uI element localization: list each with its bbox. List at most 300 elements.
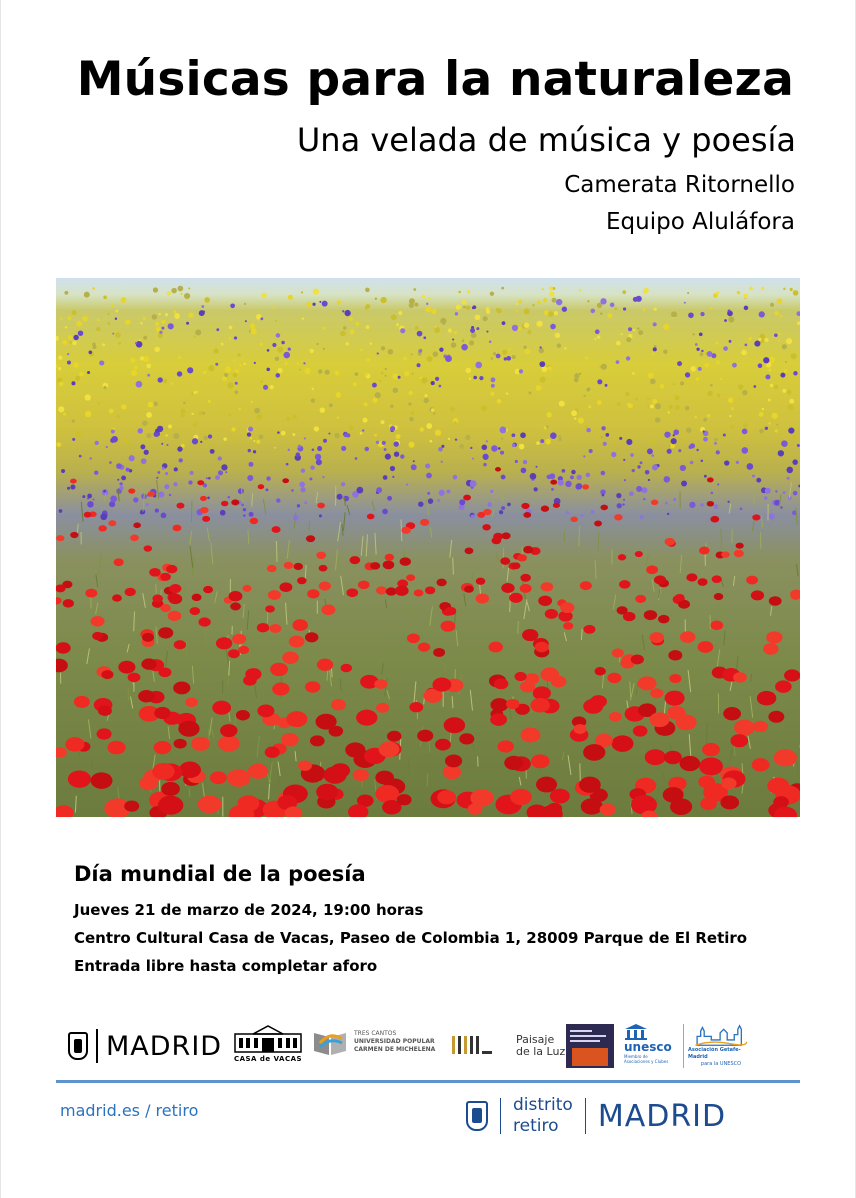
- poppy-flower: [583, 744, 605, 761]
- yellow-flower: [741, 350, 747, 356]
- poppy-flower: [459, 733, 474, 744]
- purple-flower: [247, 432, 251, 436]
- yellow-flower: [343, 326, 346, 329]
- yellow-flower: [58, 355, 62, 359]
- grass-blade: [343, 512, 345, 530]
- grass-blade: [335, 549, 337, 570]
- yellow-flower: [173, 433, 179, 439]
- grass-blade: [564, 632, 566, 641]
- poppy-flower: [130, 534, 139, 541]
- poppy-flower: [698, 578, 708, 586]
- poppy-flower: [243, 675, 257, 685]
- purple-flower: [690, 461, 694, 465]
- purple-flower: [438, 447, 443, 452]
- purple-flower: [775, 490, 777, 492]
- grass-blade: [527, 602, 529, 611]
- poppy-flower: [192, 594, 202, 601]
- poppy-flower: [292, 619, 307, 631]
- yellow-flower: [97, 319, 100, 322]
- poppy-flower: [435, 739, 451, 751]
- purple-flower: [201, 305, 204, 308]
- purple-flower: [501, 475, 506, 480]
- poppy-flower: [198, 795, 222, 813]
- yellow-flower: [140, 356, 144, 360]
- yellow-flower: [311, 398, 315, 402]
- yellow-flower: [536, 441, 540, 445]
- yellow-flower: [578, 418, 584, 424]
- purple-flower: [512, 325, 518, 331]
- grass-blade: [286, 603, 287, 625]
- purple-flower: [206, 477, 208, 479]
- purple-flower: [227, 496, 230, 499]
- purple-flower: [99, 360, 104, 365]
- yellow-flower: [97, 402, 100, 405]
- logo-separator: [683, 1024, 684, 1068]
- yellow-flower: [214, 348, 219, 353]
- purple-flower: [67, 361, 71, 365]
- yellow-flower: [56, 364, 58, 368]
- purple-flower: [162, 467, 165, 470]
- grass-blade: [796, 508, 797, 526]
- purple-flower: [337, 494, 343, 500]
- yellow-flower: [335, 371, 340, 376]
- yellow-flower: [301, 291, 303, 293]
- yellow-flower: [312, 388, 314, 390]
- yellow-flower: [348, 425, 353, 430]
- poppy-flower: [476, 578, 486, 585]
- yellow-flower: [775, 429, 778, 432]
- purple-flower: [188, 480, 192, 484]
- yellow-flower: [663, 324, 669, 330]
- purple-flower: [431, 381, 435, 385]
- yellow-flower: [388, 349, 394, 355]
- poppy-flower: [721, 778, 737, 790]
- purple-flower: [728, 309, 731, 312]
- yellow-flower: [411, 353, 413, 355]
- purple-flower: [504, 357, 507, 360]
- yellow-flower: [671, 311, 677, 317]
- purple-flower: [781, 440, 788, 447]
- yellow-flower: [524, 322, 529, 327]
- poppy-flower: [169, 584, 181, 593]
- yellow-flower: [547, 366, 552, 371]
- poppy-flower: [350, 556, 361, 564]
- yellow-flower: [275, 320, 277, 322]
- poppy-flower: [590, 695, 607, 708]
- purple-flower: [400, 454, 404, 458]
- event-datetime: Jueves 21 de marzo de 2024, 19:00 horas: [74, 901, 424, 919]
- poppy-flower: [56, 597, 62, 604]
- purple-flower: [590, 309, 595, 314]
- yellow-flower: [413, 288, 416, 291]
- purple-flower: [248, 462, 253, 467]
- purple-flower: [248, 427, 253, 432]
- poppy-flower: [520, 584, 532, 593]
- poppy-flower: [540, 668, 559, 682]
- grass-blade: [518, 621, 519, 634]
- purple-flower: [626, 439, 632, 445]
- yellow-flower: [710, 307, 712, 309]
- poppy-flower: [231, 499, 239, 505]
- purple-flower: [241, 504, 244, 507]
- poppy-flower: [594, 521, 602, 527]
- purple-flower: [119, 482, 122, 485]
- yellow-flower: [281, 431, 286, 436]
- purple-flower: [263, 385, 268, 390]
- yellow-flower: [381, 346, 385, 350]
- purple-flower: [636, 486, 642, 492]
- poppy-flower: [179, 762, 201, 778]
- yellow-flower: [502, 350, 507, 355]
- yellow-flower: [516, 303, 518, 305]
- purple-flower: [491, 377, 496, 382]
- poppy-flower: [533, 686, 551, 700]
- yellow-flower: [117, 415, 121, 419]
- yellow-flower: [454, 331, 458, 335]
- yellow-flower: [161, 320, 165, 324]
- purple-flower: [796, 311, 800, 316]
- grass-blade: [342, 524, 343, 536]
- poppy-flower: [268, 590, 281, 600]
- poppy-flower: [297, 577, 306, 584]
- poppy-flower: [395, 586, 409, 596]
- poppy-flower: [331, 699, 346, 710]
- yellow-flower: [292, 433, 295, 436]
- purple-flower: [230, 303, 235, 308]
- purple-flower: [758, 363, 763, 368]
- yellow-flower: [788, 404, 794, 410]
- poppy-flower: [736, 543, 744, 549]
- yellow-flower: [323, 348, 325, 350]
- purple-flower: [745, 344, 748, 347]
- poppy-flower: [68, 770, 91, 787]
- poppy-flower: [675, 594, 685, 602]
- purple-flower: [747, 463, 754, 470]
- purple-flower: [95, 441, 99, 445]
- purple-flower: [67, 353, 69, 355]
- yellow-flower: [167, 291, 171, 295]
- yellow-flower: [655, 417, 661, 423]
- purple-flower: [266, 488, 269, 491]
- yellow-flower: [524, 308, 530, 314]
- yellow-flower: [360, 349, 363, 352]
- yellow-flower: [233, 359, 235, 361]
- yellow-flower: [244, 303, 246, 305]
- purple-flower: [394, 441, 399, 446]
- purple-flower: [461, 344, 468, 351]
- event-admission: Entrada libre hasta completar aforo: [74, 957, 378, 975]
- yellow-flower: [370, 342, 373, 345]
- poppy-flower: [267, 565, 277, 572]
- yellow-flower: [146, 412, 152, 418]
- poppy-flower: [279, 582, 292, 592]
- poppy-flower: [282, 478, 289, 483]
- poppy-flower: [495, 467, 501, 472]
- purple-flower: [94, 471, 98, 475]
- grass-blade: [372, 501, 375, 511]
- yellow-flower: [466, 368, 471, 373]
- yellow-flower: [765, 338, 769, 342]
- poppy-flower: [229, 591, 243, 601]
- yellow-flower: [768, 422, 771, 425]
- purple-flower: [652, 465, 658, 471]
- poppy-flower: [757, 691, 776, 706]
- yellow-flower: [365, 288, 370, 293]
- purple-flower: [623, 459, 625, 461]
- yellow-flower: [305, 368, 311, 374]
- poppy-flower: [168, 611, 182, 621]
- purple-flower: [319, 301, 321, 303]
- purple-flower: [362, 429, 364, 431]
- poppy-flower: [152, 763, 174, 780]
- poppy-flower: [686, 573, 697, 581]
- yellow-flower: [72, 310, 77, 315]
- purple-flower: [303, 362, 305, 364]
- yellow-flower: [336, 392, 342, 398]
- unesco-temple-icon: [624, 1024, 648, 1040]
- purple-flower: [276, 498, 280, 502]
- poppy-flower: [767, 778, 789, 795]
- purple-flower: [534, 487, 538, 491]
- poppy-flower: [160, 573, 171, 581]
- purple-flower: [276, 333, 281, 338]
- purple-flower: [78, 330, 84, 336]
- yellow-flower: [408, 402, 411, 405]
- poppy-flower: [433, 648, 445, 657]
- poppy-flower: [477, 512, 485, 518]
- poppy-flower: [714, 593, 723, 600]
- madrid-retiro-link[interactable]: madrid.es / retiro: [60, 1101, 199, 1120]
- poppy-flower: [651, 500, 658, 506]
- yellow-flower: [650, 404, 654, 408]
- purple-flower: [135, 342, 137, 344]
- yellow-flower: [797, 321, 800, 325]
- asociacion-unesco-getafe-logo: [688, 1024, 754, 1068]
- purple-flower: [486, 331, 488, 333]
- poppy-flower: [654, 575, 666, 584]
- grass-blade: [252, 493, 253, 506]
- yellow-flower: [633, 329, 635, 331]
- yellow-flower: [491, 357, 493, 359]
- poppy-flower: [500, 557, 510, 564]
- grass-blade: [579, 526, 580, 547]
- purple-flower: [138, 428, 143, 433]
- poppy-flower: [310, 735, 325, 746]
- purple-flower: [439, 385, 442, 388]
- yellow-flower: [285, 362, 288, 365]
- purple-flower: [601, 426, 605, 430]
- poppy-flower: [514, 672, 526, 681]
- purple-flower: [372, 383, 377, 388]
- purple-flower: [297, 504, 300, 507]
- yellow-flower: [379, 380, 381, 382]
- yellow-flower: [431, 309, 436, 314]
- yellow-flower: [427, 356, 433, 362]
- yellow-flower: [519, 444, 525, 450]
- purple-flower: [558, 480, 564, 486]
- yellow-flower: [506, 392, 508, 394]
- purple-flower: [624, 479, 626, 481]
- grass-blade: [375, 533, 376, 555]
- grass-blade: [636, 683, 637, 696]
- poppy-flower: [579, 777, 601, 793]
- grass-blade: [156, 627, 157, 644]
- yellow-flower: [554, 311, 558, 315]
- grass-blade: [254, 683, 256, 697]
- poppy-flower: [341, 664, 352, 673]
- poppy-flower: [635, 551, 643, 557]
- poppy-flower: [700, 797, 717, 809]
- poppy-flower: [154, 707, 170, 719]
- purple-flower: [428, 498, 434, 504]
- yellow-flower: [366, 325, 370, 329]
- yellow-flower: [469, 377, 472, 380]
- poppy-flower: [258, 484, 265, 489]
- purple-flower: [515, 460, 518, 463]
- poppy-flower: [97, 728, 112, 739]
- yellow-flower: [458, 291, 461, 294]
- yellow-flower: [621, 333, 623, 335]
- purple-flower: [653, 347, 657, 351]
- poppy-flower: [125, 588, 136, 596]
- poppy-flower: [232, 634, 246, 645]
- purple-flower: [586, 428, 590, 432]
- purple-flower: [267, 349, 270, 352]
- yellow-flower: [337, 300, 341, 304]
- grass-blade: [191, 501, 192, 522]
- purple-flower: [597, 379, 602, 384]
- grass-blade: [657, 787, 658, 803]
- purple-flower: [688, 312, 694, 318]
- yellow-flower: [193, 391, 196, 394]
- poppy-flower: [417, 730, 433, 742]
- yellow-flower: [250, 437, 253, 440]
- grass-blade: [295, 751, 296, 761]
- yellow-flower: [163, 379, 167, 383]
- grass-blade: [797, 752, 798, 773]
- yellow-flower: [67, 316, 71, 320]
- purple-flower: [110, 438, 115, 443]
- poppy-flower: [560, 602, 574, 613]
- yellow-flower: [692, 333, 694, 335]
- purple-flower: [600, 298, 606, 304]
- grass-blade: [205, 627, 206, 646]
- purple-flower: [459, 499, 465, 505]
- poppy-flower: [293, 563, 303, 570]
- poppy-flower: [769, 596, 782, 606]
- poster-subtitle: Una velada de música y poesía: [296, 121, 796, 159]
- purple-flower: [322, 301, 328, 307]
- grass-blade: [789, 482, 791, 498]
- poppy-flower: [774, 749, 797, 766]
- yellow-flower: [501, 287, 504, 290]
- yellow-flower: [759, 429, 764, 434]
- yellow-flower: [59, 382, 64, 387]
- yellow-flower: [707, 391, 712, 396]
- yellow-flower: [523, 346, 526, 349]
- purple-flower: [729, 340, 732, 343]
- grass-blade: [688, 670, 691, 692]
- yellow-flower: [234, 390, 238, 394]
- event-heading: Día mundial de la poesía: [74, 862, 366, 886]
- poppy-flower: [644, 610, 657, 620]
- yellow-flower: [115, 310, 118, 313]
- purple-flower: [472, 458, 474, 460]
- distrito-retiro-logo: [466, 1096, 726, 1136]
- purple-flower: [673, 429, 679, 435]
- poppy-flower: [510, 789, 532, 805]
- purple-flower: [260, 317, 263, 320]
- purple-flower: [89, 457, 92, 460]
- yellow-flower: [203, 436, 208, 441]
- poppy-flower: [600, 505, 608, 511]
- poppy-flower: [498, 740, 514, 752]
- grass-blade: [190, 546, 193, 568]
- purple-flower: [140, 444, 145, 449]
- poppy-flower: [316, 784, 338, 800]
- purple-flower: [390, 426, 395, 431]
- purple-flower: [651, 454, 654, 457]
- yellow-flower: [552, 298, 557, 303]
- purple-flower: [166, 444, 168, 446]
- poppy-flower: [141, 658, 156, 669]
- purple-flower: [247, 475, 253, 481]
- purple-flower: [695, 343, 698, 346]
- yellow-flower: [415, 326, 419, 330]
- purple-flower: [540, 346, 542, 348]
- yellow-flower: [109, 409, 114, 414]
- poppy-flower: [550, 789, 570, 804]
- yellow-flower: [652, 399, 657, 404]
- purple-flower: [664, 476, 671, 483]
- poppy-flower: [580, 581, 592, 590]
- yellow-flower: [714, 438, 718, 442]
- purple-flower: [376, 441, 379, 444]
- yellow-flower: [170, 382, 172, 384]
- poppy-flower: [668, 650, 682, 660]
- purple-flower: [610, 303, 615, 308]
- grass-blade: [779, 495, 781, 507]
- yellow-flower: [728, 398, 733, 403]
- poppy-flower: [669, 674, 681, 683]
- yellow-flower: [638, 330, 643, 335]
- purple-flower: [581, 514, 584, 517]
- poppy-flower: [238, 646, 249, 654]
- yellow-flower: [85, 411, 91, 417]
- poppy-flower: [149, 568, 160, 577]
- poppy-flower: [128, 488, 135, 493]
- yellow-flower: [360, 432, 363, 435]
- poppy-flower: [375, 771, 394, 785]
- yellow-flower: [238, 407, 240, 409]
- yellow-flower: [588, 405, 591, 408]
- yellow-flower: [375, 298, 377, 300]
- yellow-flower: [92, 343, 96, 347]
- poppy-flower: [70, 479, 77, 484]
- purple-flower: [535, 466, 537, 468]
- yellow-flower: [306, 302, 311, 307]
- yellow-flower: [715, 342, 718, 345]
- purple-flower: [699, 332, 703, 336]
- purple-flower: [87, 494, 92, 499]
- poppy-flower: [527, 805, 548, 817]
- purple-flower: [540, 439, 544, 443]
- purple-flower: [689, 502, 695, 508]
- poppy-flower: [321, 605, 335, 616]
- poppy-flower: [138, 690, 155, 702]
- purple-flower: [266, 368, 270, 372]
- poppy-flower: [250, 518, 259, 524]
